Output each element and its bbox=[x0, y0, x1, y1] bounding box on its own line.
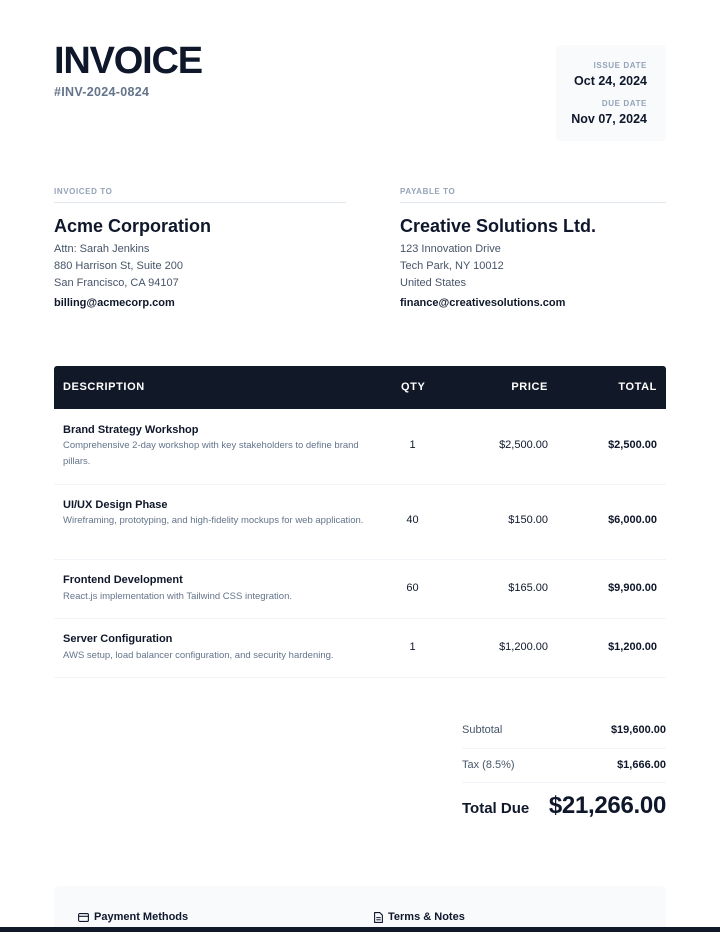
issue-date-value: Oct 24, 2024 bbox=[574, 74, 647, 88]
total-due-value: $21,266.00 bbox=[548, 792, 666, 819]
item-description: AWS setup, load balancer configuration, and security hardening. bbox=[63, 650, 334, 661]
column-header-description: DESCRIPTION bbox=[63, 381, 145, 393]
invoiced-to-label: INVOICED TO bbox=[54, 187, 113, 196]
tax-label: Tax (8.5%) bbox=[462, 759, 515, 771]
due-date-label: DUE DATE bbox=[601, 99, 647, 108]
item-name: UI/UX Design Phase bbox=[63, 499, 168, 511]
item-price: $2,500.00 bbox=[499, 439, 548, 451]
item-total: $6,000.00 bbox=[608, 514, 657, 526]
item-name: Brand Strategy Workshop bbox=[63, 424, 199, 436]
payable-to-email-link[interactable]: finance@creativesolutions.com bbox=[400, 297, 566, 309]
invoiced-to-name: Acme Corporation bbox=[54, 216, 212, 236]
summary-divider bbox=[462, 782, 666, 783]
payable-to-country: United States bbox=[400, 277, 467, 289]
document-icon bbox=[374, 912, 383, 923]
item-description: Comprehensive 2-day workshop with key stakeholders to define brand pillars. bbox=[63, 440, 359, 467]
summary-divider bbox=[462, 748, 666, 749]
column-header-price: PRICE bbox=[511, 381, 548, 393]
invoiced-to-street: 880 Harrison St, Suite 200 bbox=[54, 260, 184, 272]
item-description: React.js implementation with Tailwind CSS integration. bbox=[63, 591, 292, 602]
invoiced-to-attn: Attn: Sarah Jenkins bbox=[54, 243, 150, 255]
invoiced-to-divider bbox=[54, 202, 346, 203]
due-date-value: Nov 07, 2024 bbox=[571, 112, 647, 126]
payable-to-city: Tech Park, NY 10012 bbox=[400, 260, 504, 272]
table-row bbox=[54, 485, 666, 560]
page-bottom-bar bbox=[0, 927, 720, 932]
item-price: $150.00 bbox=[508, 514, 548, 526]
item-name: Server Configuration bbox=[63, 633, 173, 645]
total-due-label: Total Due bbox=[462, 800, 530, 817]
item-total: $2,500.00 bbox=[608, 439, 657, 451]
item-description: Wireframing, prototyping, and high-fidelity mockups for web application. bbox=[63, 515, 364, 526]
dates-panel bbox=[556, 45, 666, 141]
tax-value: $1,666.00 bbox=[617, 759, 666, 771]
item-total: $1,200.00 bbox=[608, 641, 657, 653]
terms-notes-label: Terms & Notes bbox=[388, 911, 465, 923]
payable-to-street: 123 Innovation Drive bbox=[400, 243, 501, 255]
table-row bbox=[54, 619, 666, 678]
terms-notes-heading bbox=[374, 911, 465, 923]
issue-date-label: ISSUE DATE bbox=[593, 61, 647, 70]
payable-to-label: PAYABLE TO bbox=[400, 187, 456, 196]
payable-to-name: Creative Solutions Ltd. bbox=[400, 216, 597, 236]
subtotal-value: $19,600.00 bbox=[610, 724, 666, 736]
item-total: $9,900.00 bbox=[608, 582, 657, 594]
footer-info-card bbox=[54, 886, 666, 932]
item-price: $1,200.00 bbox=[499, 641, 548, 653]
item-qty: 40 bbox=[406, 514, 419, 526]
invoice-title: INVOICE bbox=[54, 40, 202, 82]
table-row bbox=[54, 409, 666, 485]
invoiced-to-email-link[interactable]: billing@acmecorp.com bbox=[54, 297, 175, 309]
invoiced-to-city: San Francisco, CA 94107 bbox=[54, 277, 179, 289]
payable-to-divider bbox=[400, 202, 666, 203]
item-price: $165.00 bbox=[508, 582, 548, 594]
invoice-number: #INV-2024-0824 bbox=[54, 85, 150, 99]
payment-methods-label: Payment Methods bbox=[94, 911, 189, 923]
subtotal-label: Subtotal bbox=[462, 724, 503, 736]
column-header-qty: QTY bbox=[401, 381, 426, 393]
payment-methods-heading bbox=[78, 911, 188, 923]
item-name: Frontend Development bbox=[63, 574, 183, 586]
item-qty: 60 bbox=[406, 582, 419, 594]
table-row bbox=[54, 560, 666, 619]
column-header-total: TOTAL bbox=[618, 381, 657, 393]
item-qty: 1 bbox=[409, 439, 416, 451]
table-header bbox=[54, 366, 666, 409]
credit-card-icon bbox=[78, 913, 89, 922]
item-qty: 1 bbox=[409, 641, 416, 653]
